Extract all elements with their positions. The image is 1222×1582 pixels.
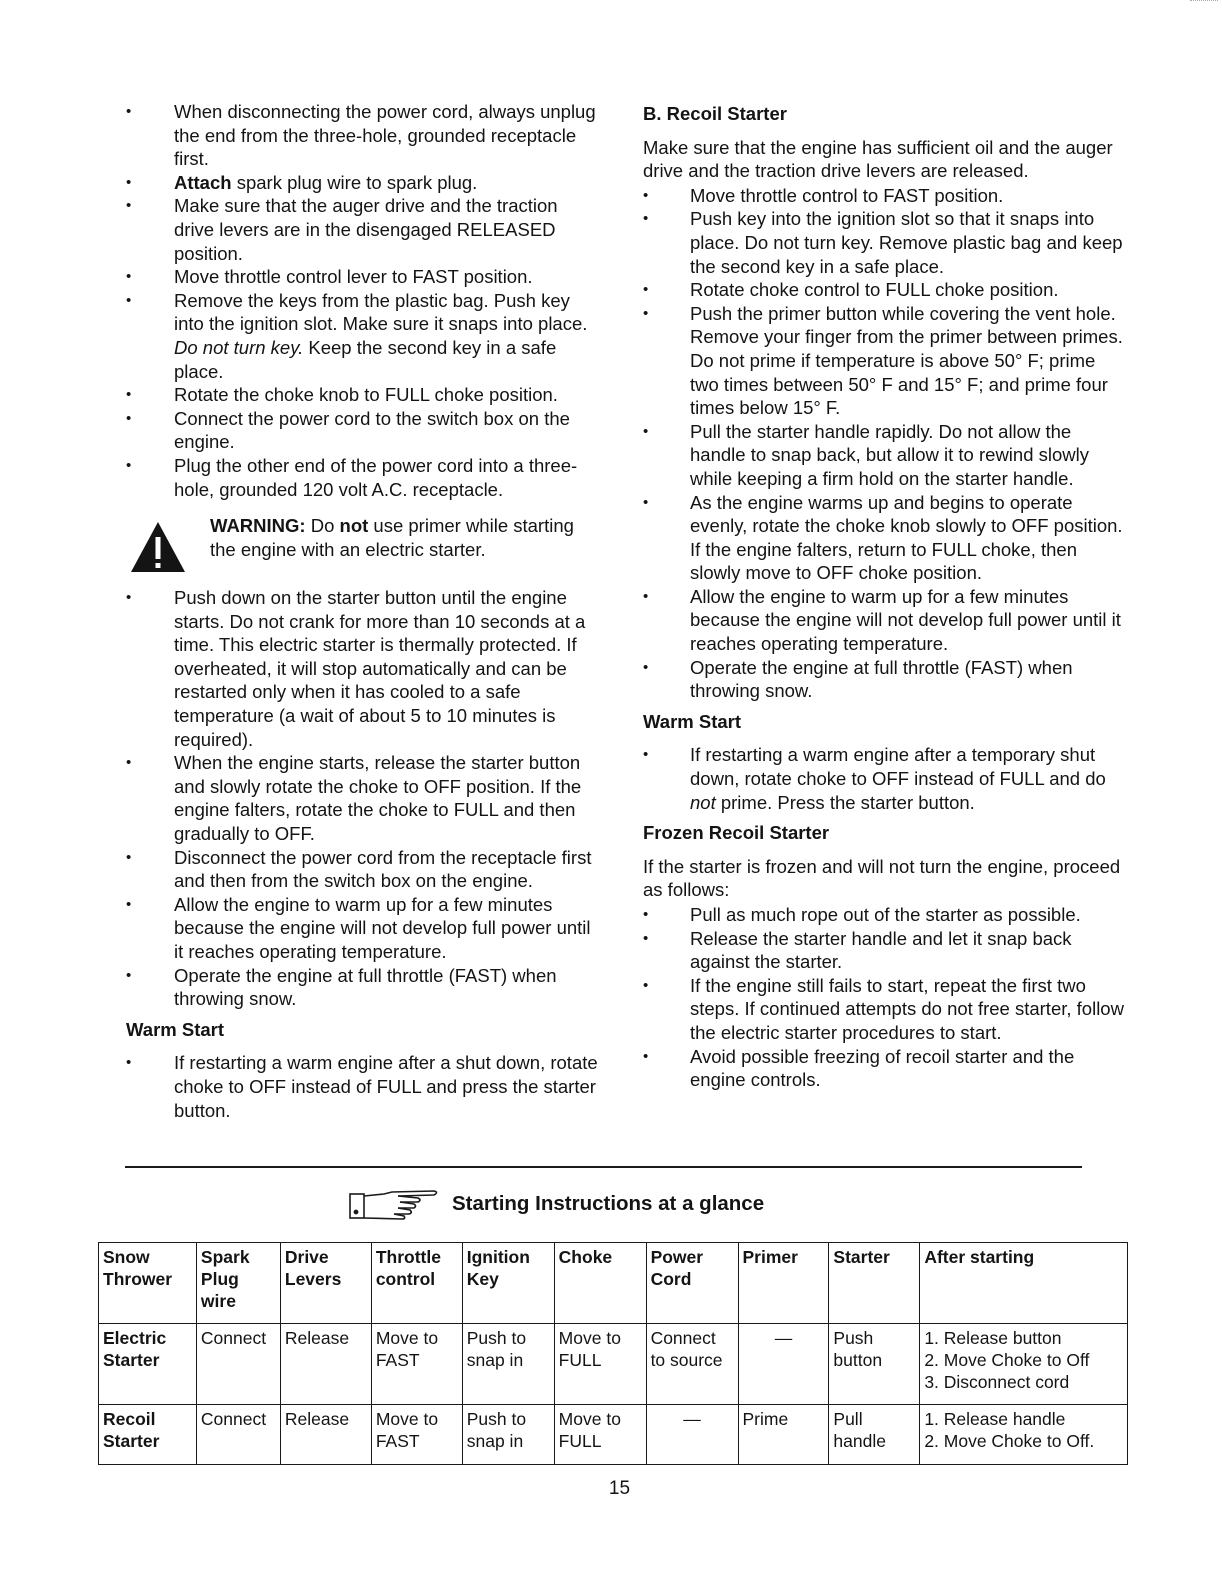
list-item: • Disconnect the power cord from the receptacle first and then from the switch box on the engine. [126, 846, 602, 893]
list-item: • When the engine starts, release the starter button and slowly rotate the choke to OFF position. If the engine falters, rotate the choke to FULL and then gradually to OFF. [126, 751, 602, 845]
list-item: • Make sure that the auger drive and the traction drive levers are in the disengaged RELEASED position. [126, 194, 602, 265]
table-cell: Connect [196, 1405, 280, 1465]
table-cell: 1. Release handle 2. Move Choke to Off. [920, 1405, 1128, 1465]
list-item: • Push key into the ignition slot so that it snaps into place. Do not turn key. Remove plastic bag and keep the second key in a safe place. [643, 207, 1125, 278]
list-item: • Connect the power cord to the switch box on the engine. [126, 407, 602, 454]
warning-triangle-icon [130, 521, 186, 573]
pointing-hand-icon [346, 1186, 442, 1222]
recoil-starter-heading: B. Recoil Starter [643, 103, 787, 124]
list-item: • If the engine still fails to start, repeat the first two steps. If continued attempts do not free starter, follow the electric starter procedures to start. [643, 974, 1125, 1045]
glance-title: Starting Instructions at a glance [452, 1192, 765, 1215]
table-cell: Connect [196, 1324, 280, 1405]
list-item: • Operate the engine at full throttle (FAST) when throwing snow. [643, 656, 1125, 703]
list-item: • Allow the engine to warm up for a few minutes because the engine will not develop full power until it reaches operating temperature. [643, 585, 1125, 656]
header-cell: Ignition Key [462, 1243, 554, 1324]
warning-label: WARNING: [210, 515, 306, 537]
list-item: • As the engine warms up and begins to operate evenly, rotate the choke knob slowly to OFF position. If the engine falters, return to FULL choke, then slowly move to OFF choke position. [643, 491, 1125, 585]
table-cell: Push to snap in [462, 1324, 554, 1405]
table-cell: Move to FULL [554, 1324, 646, 1405]
header-cell: Snow Thrower [99, 1243, 197, 1324]
header-cell: After starting [920, 1243, 1128, 1324]
warm-start-heading: Warm Start [126, 1018, 225, 1040]
section-divider [125, 1166, 1082, 1168]
warning-notice: WARNING: Do not use primer while starting the engine with an electric starter. [126, 514, 602, 572]
electric-start-steps-list-2 [126, 586, 602, 1011]
frozen-intro: If the starter is frozen and will not turn the engine, proceed as follows: [643, 855, 1121, 901]
table-cell: — [738, 1324, 829, 1405]
table-cell: Move to FAST [371, 1324, 462, 1405]
list-item: • When disconnecting the power cord, always unplug the end from the three-hole, grounded receptacle first. [126, 100, 602, 171]
row-header-cell: Recoil Starter [99, 1405, 197, 1465]
list-item: • If restarting a warm engine after a temporary shut down, rotate choke to OFF instead of FULL and do not prime. Press the starter button. [643, 743, 1125, 814]
left-column [126, 100, 602, 1122]
table-cell: Pull handle [829, 1405, 920, 1465]
list-item: • Operate the engine at full throttle (FAST) when throwing snow. [126, 964, 602, 1011]
table-row [99, 1405, 1128, 1465]
frozen-steps-list [643, 903, 1125, 1092]
table-cell: 1. Release button 2. Move Choke to Off 3. Disconnect cord [920, 1324, 1128, 1405]
starting-instructions-table [98, 1242, 1128, 1465]
header-cell: Throttle control [371, 1243, 462, 1324]
recoil-steps-list [643, 184, 1125, 703]
header-cell: Power Cord [646, 1243, 738, 1324]
header-cell: Primer [738, 1243, 829, 1324]
header-cell: Spark Plug wire [196, 1243, 280, 1324]
list-item: • If restarting a warm engine after a shut down, rotate choke to OFF instead of FULL and press the starter button. [126, 1051, 602, 1122]
table-cell: Release [280, 1324, 371, 1405]
list-item: • Rotate the choke knob to FULL choke position. [126, 383, 602, 407]
list-item: • Release the starter handle and let it snap back against the starter. [643, 927, 1125, 974]
recoil-intro: Make sure that the engine has sufficient oil and the auger drive and the traction drive levers are released. [643, 136, 1113, 182]
table-cell: Release [280, 1405, 371, 1465]
table-cell: Push to snap in [462, 1405, 554, 1465]
list-item: • Plug the other end of the power cord into a three-hole, grounded 120 volt A.C. receptacle. [126, 454, 602, 501]
list-item: • Allow the engine to warm up for a few minutes because the engine will not develop full power until it reaches operating temperature. [126, 893, 602, 964]
glance-header [346, 1184, 764, 1224]
right-column [643, 100, 1125, 1092]
list-item: • Move throttle control to FAST position. [643, 184, 1125, 208]
frozen-recoil-heading: Frozen Recoil Starter [643, 822, 830, 844]
list-item: • Remove the keys from the plastic bag. Push key into the ignition slot. Make sure it snaps into place. Do not turn key. Keep the second key in a safe place. [126, 289, 602, 383]
page-number: 15 [608, 1478, 631, 1499]
warm-start-recoil-list [643, 743, 1125, 814]
table-row [99, 1324, 1128, 1405]
warm-start-list [126, 1051, 602, 1122]
header-cell: Starter [829, 1243, 920, 1324]
list-item: • Push down on the starter button until the engine starts. Do not crank for more than 10 seconds at a time. This electric starter is thermally protected. If overheated, it will stop automatically and can be restarted only when it has cooled to a safe temperature (a wait of about 5 to 10 minutes is required). [126, 586, 602, 751]
table-header-row [99, 1243, 1128, 1324]
list-item: • Avoid possible freezing of recoil starter and the engine controls. [643, 1045, 1125, 1092]
list-item: • Rotate choke control to FULL choke position. [643, 278, 1125, 302]
list-item: • Move throttle control lever to FAST position. [126, 265, 602, 289]
table-cell: Push button [829, 1324, 920, 1405]
list-item: • Pull the starter handle rapidly. Do not allow the handle to snap back, but allow it to rewind slowly while keeping a firm hold on the starter handle. [643, 420, 1125, 491]
electric-start-steps-list [126, 100, 602, 501]
list-item: • Pull as much rope out of the starter as possible. [643, 903, 1125, 927]
table-cell: — [646, 1405, 738, 1465]
header-cell: Drive Levers [280, 1243, 371, 1324]
table-cell: Move to FAST [371, 1405, 462, 1465]
list-item: • Attach spark plug wire to spark plug. [126, 171, 602, 195]
list-item: • Push the primer button while covering the vent hole. Remove your finger from the primer between primes. Do not prime if temperature is above 50° F; prime two times between 50° F and 15° F; and prime four times below 15° F. [643, 302, 1125, 420]
table-cell: Move to FULL [554, 1405, 646, 1465]
scan-edge-mark [1190, 0, 1218, 2]
table-cell: Prime [738, 1405, 829, 1465]
header-cell: Choke [554, 1243, 646, 1324]
table-cell: Connect to source [646, 1324, 738, 1405]
row-header-cell: Electric Starter [99, 1324, 197, 1405]
warm-start-heading-recoil: Warm Start [643, 710, 742, 732]
